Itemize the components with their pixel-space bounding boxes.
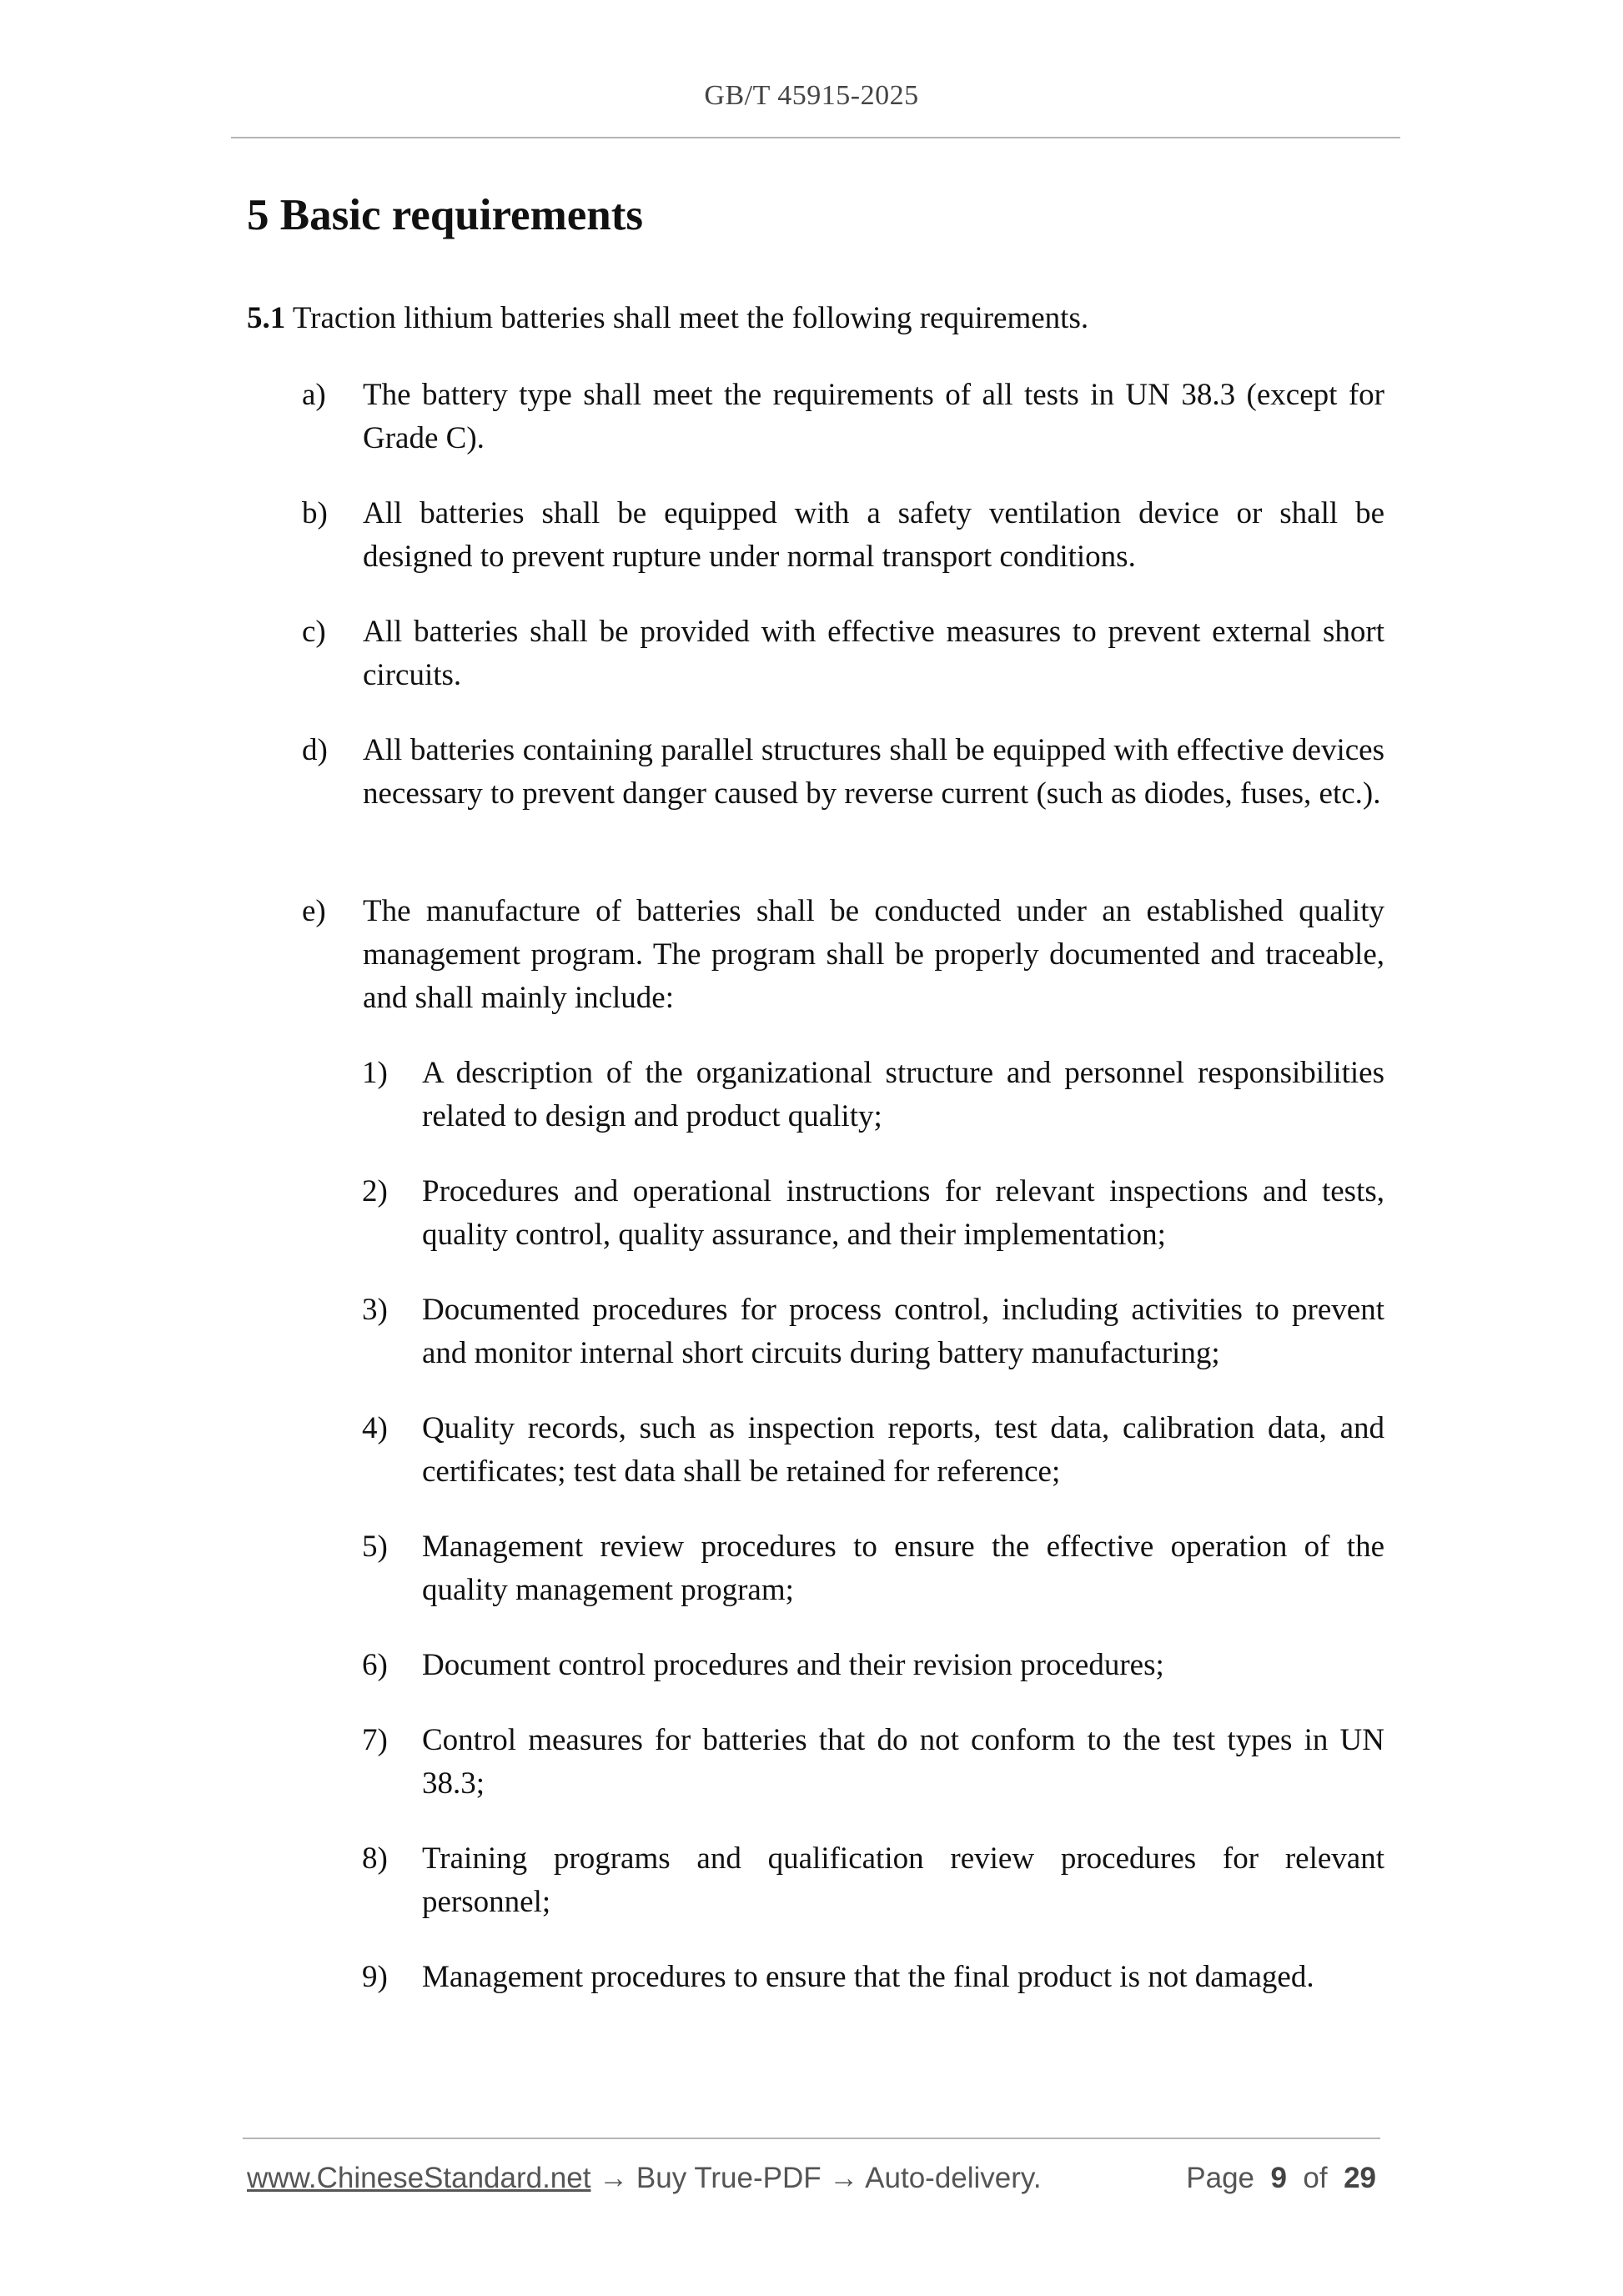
list-item-text: All batteries shall be equipped with a safety ventilation device or shall be designed to prevent rupture under normal transport conditions. xyxy=(363,496,1384,574)
sub-item-5 xyxy=(362,1525,1384,1612)
page-number: 9 xyxy=(1270,2162,1287,2194)
sub-item-label: 9) xyxy=(362,1960,388,1994)
list-item-text: All batteries containing parallel structures shall be equipped with effective devices necessary to prevent danger caused by reverse current (such as diodes, fuses, etc.). xyxy=(363,733,1384,811)
sub-item-label: 3) xyxy=(362,1293,388,1327)
page-word: Page xyxy=(1186,2162,1255,2194)
footer-tagline: → Buy True-PDF → Auto-delivery. xyxy=(590,2162,1042,2194)
sub-item-label: 5) xyxy=(362,1530,388,1564)
list-item-b xyxy=(302,492,1384,579)
sub-item-text: A description of the organizational structure and personnel responsibilities related to design and product quality; xyxy=(422,1056,1384,1133)
section-heading: 5 Basic requirements xyxy=(247,191,644,239)
sub-item-label: 1) xyxy=(362,1056,388,1090)
list-item-c xyxy=(302,610,1384,697)
sub-item-label: 6) xyxy=(362,1648,388,1682)
sub-item-text: Documented procedures for process control, including activities to prevent and monitor internal short circuits during battery manufacturing; xyxy=(422,1293,1384,1370)
sub-item-text: Control measures for batteries that do not conform to the test types in UN 38.3; xyxy=(422,1723,1384,1801)
sub-item-text: Document control procedures and their revision procedures; xyxy=(422,1648,1164,1682)
sub-item-text: Training programs and qualification review procedures for relevant personnel; xyxy=(422,1841,1384,1919)
sub-item-9 xyxy=(362,1956,1384,1999)
list-item-label: b) xyxy=(302,496,328,530)
list-item-d xyxy=(302,729,1384,816)
website-link[interactable]: www.ChineseStandard.net xyxy=(247,2162,591,2194)
document-code-header: GB/T 45915-2025 xyxy=(704,80,919,111)
clause-number: 5.1 xyxy=(247,301,286,335)
list-item-label: e) xyxy=(302,894,326,928)
total-pages: 29 xyxy=(1344,2162,1376,2194)
sub-item-text: Management procedures to ensure that the final product is not damaged. xyxy=(422,1960,1314,1994)
list-item-text: The battery type shall meet the requirements of all tests in UN 38.3 (except for Grade C). xyxy=(363,378,1384,455)
footer-divider xyxy=(243,2138,1380,2139)
header-divider xyxy=(231,137,1400,138)
list-item-label: c) xyxy=(302,615,326,649)
sub-item-text: Management review procedures to ensure the effective operation of the quality management program; xyxy=(422,1530,1384,1607)
page-indicator xyxy=(1186,2162,1376,2195)
sub-item-label: 2) xyxy=(362,1174,388,1208)
sub-item-text: Quality records, such as inspection reports, test data, calibration data, and certificates; test data shall be retained for reference; xyxy=(422,1411,1384,1489)
clause-text: Traction lithium batteries shall meet the following requirements. xyxy=(292,301,1089,335)
sub-item-label: 8) xyxy=(362,1841,388,1876)
list-item-label: d) xyxy=(302,733,328,767)
list-item-text: The manufacture of batteries shall be conducted under an established quality management program. The program shall be properly documented and traceable, and shall mainly include: xyxy=(363,894,1384,1015)
sub-item-8 xyxy=(362,1837,1384,1924)
sub-item-4 xyxy=(362,1407,1384,1494)
sub-item-6 xyxy=(362,1644,1384,1687)
sub-item-1 xyxy=(362,1052,1384,1138)
list-item-a xyxy=(302,374,1384,460)
clause-5-1 xyxy=(247,297,1384,340)
sub-item-7 xyxy=(362,1719,1384,1806)
sub-item-label: 4) xyxy=(362,1411,388,1445)
sub-item-label: 7) xyxy=(362,1723,388,1757)
of-word: of xyxy=(1303,2162,1328,2194)
page-footer xyxy=(247,2162,1376,2195)
sub-item-3 xyxy=(362,1289,1384,1375)
list-item-label: a) xyxy=(302,378,326,412)
list-item-text: All batteries shall be provided with effective measures to prevent external short circuits. xyxy=(363,615,1384,692)
sub-item-text: Procedures and operational instructions for relevant inspections and tests, quality control, quality assurance, and their implementation; xyxy=(422,1174,1384,1252)
sub-item-2 xyxy=(362,1170,1384,1257)
list-item-e xyxy=(302,890,1384,1020)
